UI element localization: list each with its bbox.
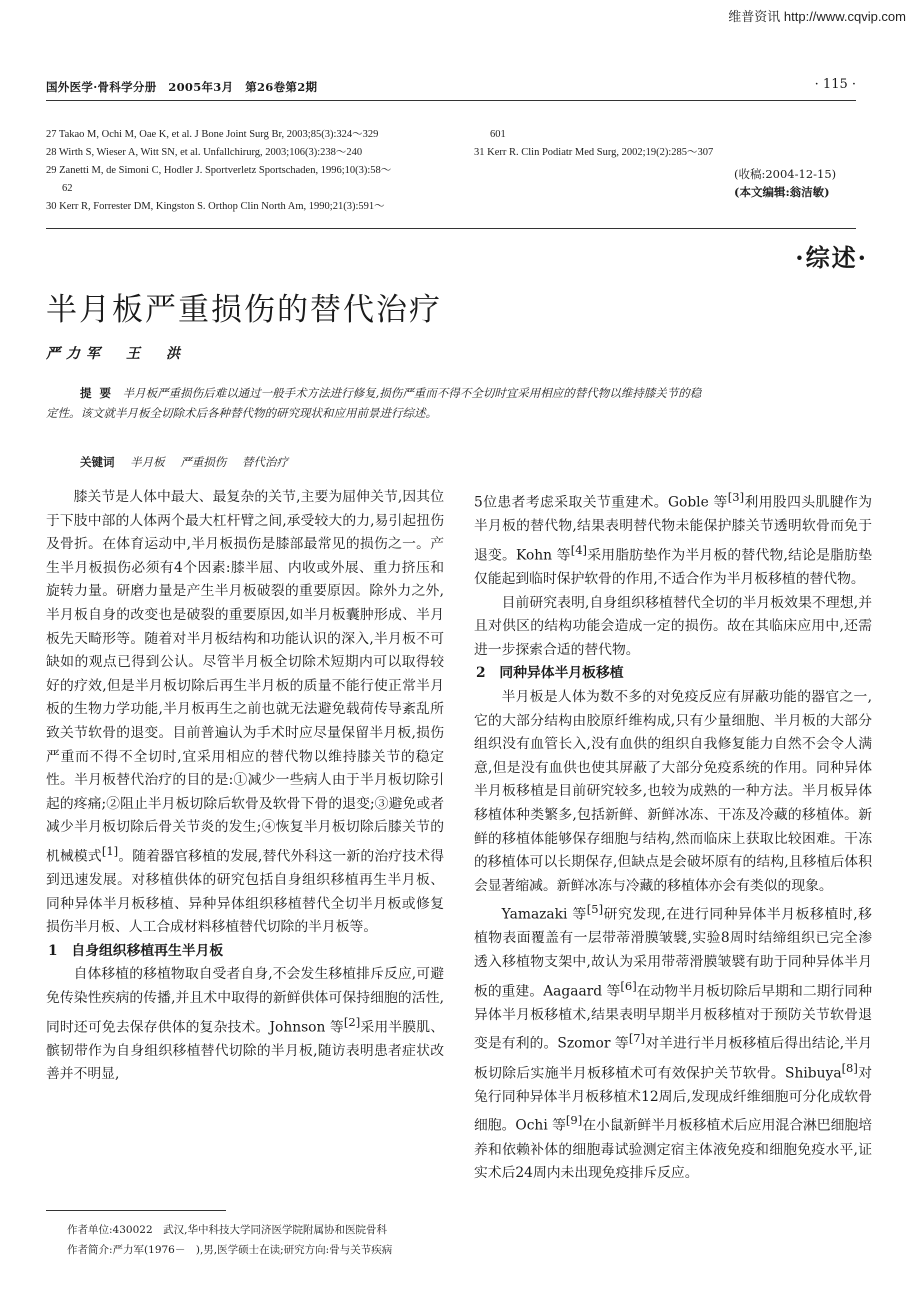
footnote bbox=[46, 1220, 446, 1260]
abstract bbox=[46, 383, 706, 423]
references-right bbox=[474, 126, 874, 162]
paragraph: Yamazaki 等[5]研究发现,在进行同种异体半月板移植时,移植物表面覆盖有一层带蒂滑膜皱襞,实验8周时结缔组织已完全渗透入移植物支架中,故认为采用带蒂滑膜皱襞有助于同种异体半月板的重建。Aagaard 等[6]在动物半月板切除后早期和二期行同种异体半月板移植术,结果表明早期半月板移植对于预防关节软骨退变是有利的。Szomor 等[7]对羊进行半月板移植后得出结论,半月板切除后实施半月板移植术可有效保护关节软骨。Shibuya[8]对兔行同种异体半月板移植术12周后,发现成纤维细胞可分化成软骨细胞。Ochi 等[9]在小鼠新鲜半月板移植术后应用混合淋巴细胞培养和依赖补体的细胞毒试验测定宿主体液免疫和细胞免疫水平,证实术后24周内未出现免疫排斥反应。 bbox=[474, 902, 872, 1182]
reference-continuation: 601 bbox=[490, 129, 506, 140]
reference-item: 31 Kerr R. Clin Podiatr Med Surg, 2002;19(2):285～307 bbox=[474, 147, 714, 158]
citation: [8] bbox=[841, 1060, 858, 1075]
paragraph: 自体移植的移植物取自受者自身,不会发生移植排斥反应,可避免传染性疾病的传播,并且术中取得的新鲜供体可保持细胞的活性,同时还可免去保存供体的复杂技术。Johnson 等[2]采用半膜肌、髌韧带作为自身组织移植替代切除的半月板,随访表明患者症状改善并不明显, bbox=[46, 966, 444, 1083]
abstract-text: 半月板严重损伤后难以通过一般手术方法进行修复,损伤严重而不得不全切时宜采用相应的替代物以维持膝关节的稳定性。该文就半月板全切除术后各种替代物的研究现状和应用前景进行综述。 bbox=[46, 386, 702, 420]
citation: [7] bbox=[628, 1031, 646, 1046]
paragraph: 目前研究表明,自身组织移植替代全切的半月板效果不理想,并且对供区的结构功能会造成一定的损伤。故在其临床应用中,还需进一步探索合适的替代物。 bbox=[474, 594, 872, 658]
editor-credit: (本文编辑:翁洁敏) bbox=[734, 185, 830, 199]
received-date: (收稿:2004-12-15) bbox=[734, 167, 837, 181]
paragraph: 膝关节是人体中最大、最复杂的关节,主要为屈伸关节,因其位于下肢中部的人体两个最大杠杆臂之间,承受较大的力,易引起扭伤及骨折。在体育运动中,半月板损伤是膝部最常见的损伤之一。产生半月板损伤必须有4个因素:膝半屈、内收或外展、重力挤压和旋转力量。研磨力量是产生半月板破裂的重要原因。除外力之外,半月板自身的改变也是破裂的重要原因,如半月板囊肿形成、半月板先天畸形等。随着对半月板结构和功能认识的深入,半月板不可缺如的观点已得到公认。尽管半月板全切除术短期内可以取得较好的疗效,但是半月板切除后再生半月板的质量不能行使正常半月板的生物力学功能,半月板再生之前也就无法避免载荷传导紊乱所致关节软骨的退变。目前普遍认为手术时应尽量保留半月板,损伤严重而不得不全切时,宜采用相应的替代物以维持膝关节的稳定性。半月板替代治疗的目的是:①减少一些病人由于半月板切除引起的疼痛;②阻止半月板切除后软骨及软骨下骨的退变;③避免或者减少半月板切除后骨关节炎的发生;④恢复半月板切除后膝关节的机械模式[1]。随着器官移植的发展,替代外科这一新的治疗技术得到迅速发展。对移植供体的研究包括自身组织移植再生半月板、同种异体半月板移植、异种异体组织移植替代全切半月板或修复损伤半月板、人工合成材料移植替代切除的半月板等。 bbox=[46, 489, 444, 936]
body-column-left bbox=[46, 486, 444, 1087]
citation: [2] bbox=[343, 1014, 361, 1029]
section-badge: ·综述· bbox=[795, 243, 868, 272]
reference-item: 27 Takao M, Ochi M, Oae K, et al. J Bone Joint Surg Br, 2003;85(3):324～329 bbox=[46, 129, 379, 140]
keyword: 半月板 bbox=[130, 455, 165, 469]
section-heading: 1 自身组织移植再生半月板 bbox=[48, 942, 224, 959]
authors: 严力军 王 洪 bbox=[46, 346, 186, 362]
abstract-label: 提要 bbox=[80, 386, 119, 400]
paragraph: 5位患者考虑采取关节重建术。Goble 等[3]利用股四头肌腱作为半月板的替代物,结果表明替代物未能保护膝关节透明软骨而免于退变。Kohn 等[4]采用脂肪垫作为半月板的替代物,结论是脂肪垫仅能起到临时保护软骨的作用,不适合作为半月板移植的替代物。 bbox=[474, 490, 873, 587]
page-number: · 115 · bbox=[814, 77, 856, 92]
reference-item: 28 Wirth S, Wieser A, Witt SN, et al. Unfallchirurg, 2003;106(3):238～240 bbox=[46, 147, 363, 158]
keywords bbox=[80, 454, 300, 470]
citation: [1] bbox=[101, 843, 119, 858]
article-title: 半月板严重损伤的替代治疗 bbox=[46, 292, 442, 328]
body-column-right bbox=[474, 486, 872, 1186]
reference-item: 30 Kerr R, Forrester DM, Kingston S. Orthop Clin North Am, 1990;21(3):591～ bbox=[46, 201, 385, 212]
keyword: 严重损伤 bbox=[180, 455, 227, 469]
citation: [5] bbox=[586, 902, 604, 917]
journal-info: 国外医学·骨科学分册 2005年3月 第26卷第2期 bbox=[46, 80, 318, 94]
reference-continuation: 62 bbox=[62, 183, 73, 194]
keywords-label: 关键词 bbox=[80, 455, 115, 469]
citation: [6] bbox=[620, 978, 637, 993]
author-bio: 作者简介:严力军(1976－ ),男,医学硕士在读;研究方向:骨与关节疾病 bbox=[67, 1244, 393, 1256]
citation: [9] bbox=[565, 1113, 583, 1128]
received-info bbox=[734, 165, 836, 201]
section-divider bbox=[46, 228, 856, 229]
running-header bbox=[46, 79, 856, 101]
references-left bbox=[46, 126, 446, 216]
author-affiliation: 作者单位:430022 武汉,华中科技大学同济医学院附属协和医院骨科 bbox=[67, 1224, 387, 1236]
citation: [4] bbox=[570, 542, 587, 557]
paragraph: 半月板是人体为数不多的对免疫反应有屏蔽功能的器官之一,它的大部分结构由胶原纤维构成,只有少量细胞、半月板的大部分组织没有血管长入,没有血供的组织自我修复能力自然不会令人满意,但是没有血供也使其屏蔽了大部分免疫系统的作用。同种异体半月板移植是目前研究较多,也较为成熟的一种方法。半月板异体移植体种类繁多,包括新鲜、新鲜冰冻、干冻及冷藏的移植体。新鲜的移植体能够保存细胞与结构,然而临床上获取比较困难。干冻的移植体可以长期保存,但缺点是会破坏原有的结构,且移植后体积会显著缩减。新鲜冰冻与冷藏的移植体亦会有类似的现象。 bbox=[474, 688, 872, 894]
section-heading: 2 同种异体半月板移植 bbox=[476, 665, 624, 682]
watermark: 维普资讯 http://www.cqvip.com bbox=[728, 9, 906, 24]
reference-item: 29 Zanetti M, de Simoni C, Hodler J. Sportverletz Sportschaden, 1996;10(3):58～ bbox=[46, 165, 392, 176]
footnote-rule bbox=[46, 1210, 226, 1211]
citation: [3] bbox=[727, 490, 745, 504]
keyword: 替代治疗 bbox=[241, 455, 288, 469]
